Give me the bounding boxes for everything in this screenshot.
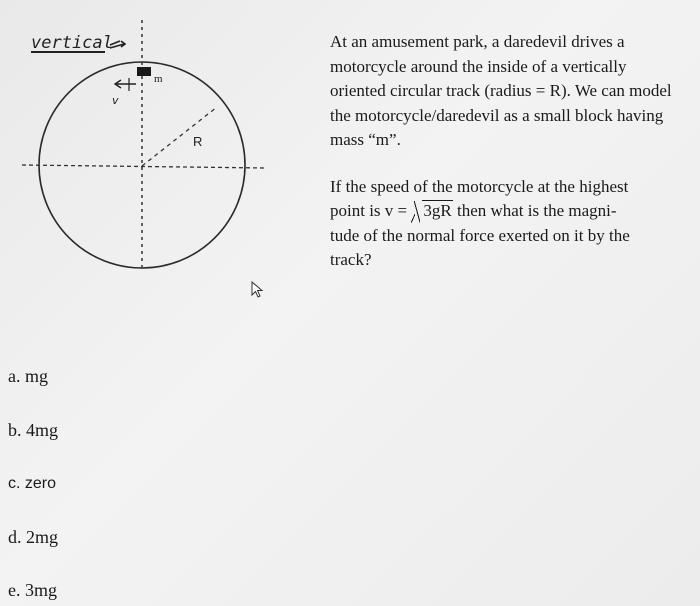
- radius-label: R: [193, 134, 203, 149]
- choice-e[interactable]: e. 3mg: [8, 580, 57, 600]
- velocity-arrow-icon: [115, 80, 136, 88]
- radius-line: [142, 107, 217, 166]
- velocity-label: v: [112, 94, 119, 107]
- choice-c[interactable]: c. zero: [8, 475, 57, 492]
- mass-label: m: [154, 73, 163, 85]
- block-mass: [137, 67, 151, 76]
- vertical-label: vertical: [31, 33, 113, 53]
- question-text: [330, 30, 675, 273]
- choice-a[interactable]: a. mg: [8, 366, 48, 386]
- choice-d[interactable]: d. 2mg: [8, 527, 59, 547]
- mouse-pointer-icon: [251, 281, 265, 299]
- sqrt-expression: 3gR: [411, 199, 452, 224]
- horizontal-axis: [22, 165, 266, 168]
- choice-b[interactable]: b. 4mg: [8, 420, 59, 440]
- circular-track-diagram: [0, 0, 300, 280]
- problem-description: At an amusement park, a daredevil drives a motorcycle around the inside of a vertically oriented circular track (radius = R). We can model the motorcycle/daredevil as a small block having mass “m”.: [330, 32, 672, 149]
- problem-question: If the speed of the motorcycle at the highest point is v = 3gR then what is the magni- tude of the normal force exerted on it by the track?: [330, 176, 630, 269]
